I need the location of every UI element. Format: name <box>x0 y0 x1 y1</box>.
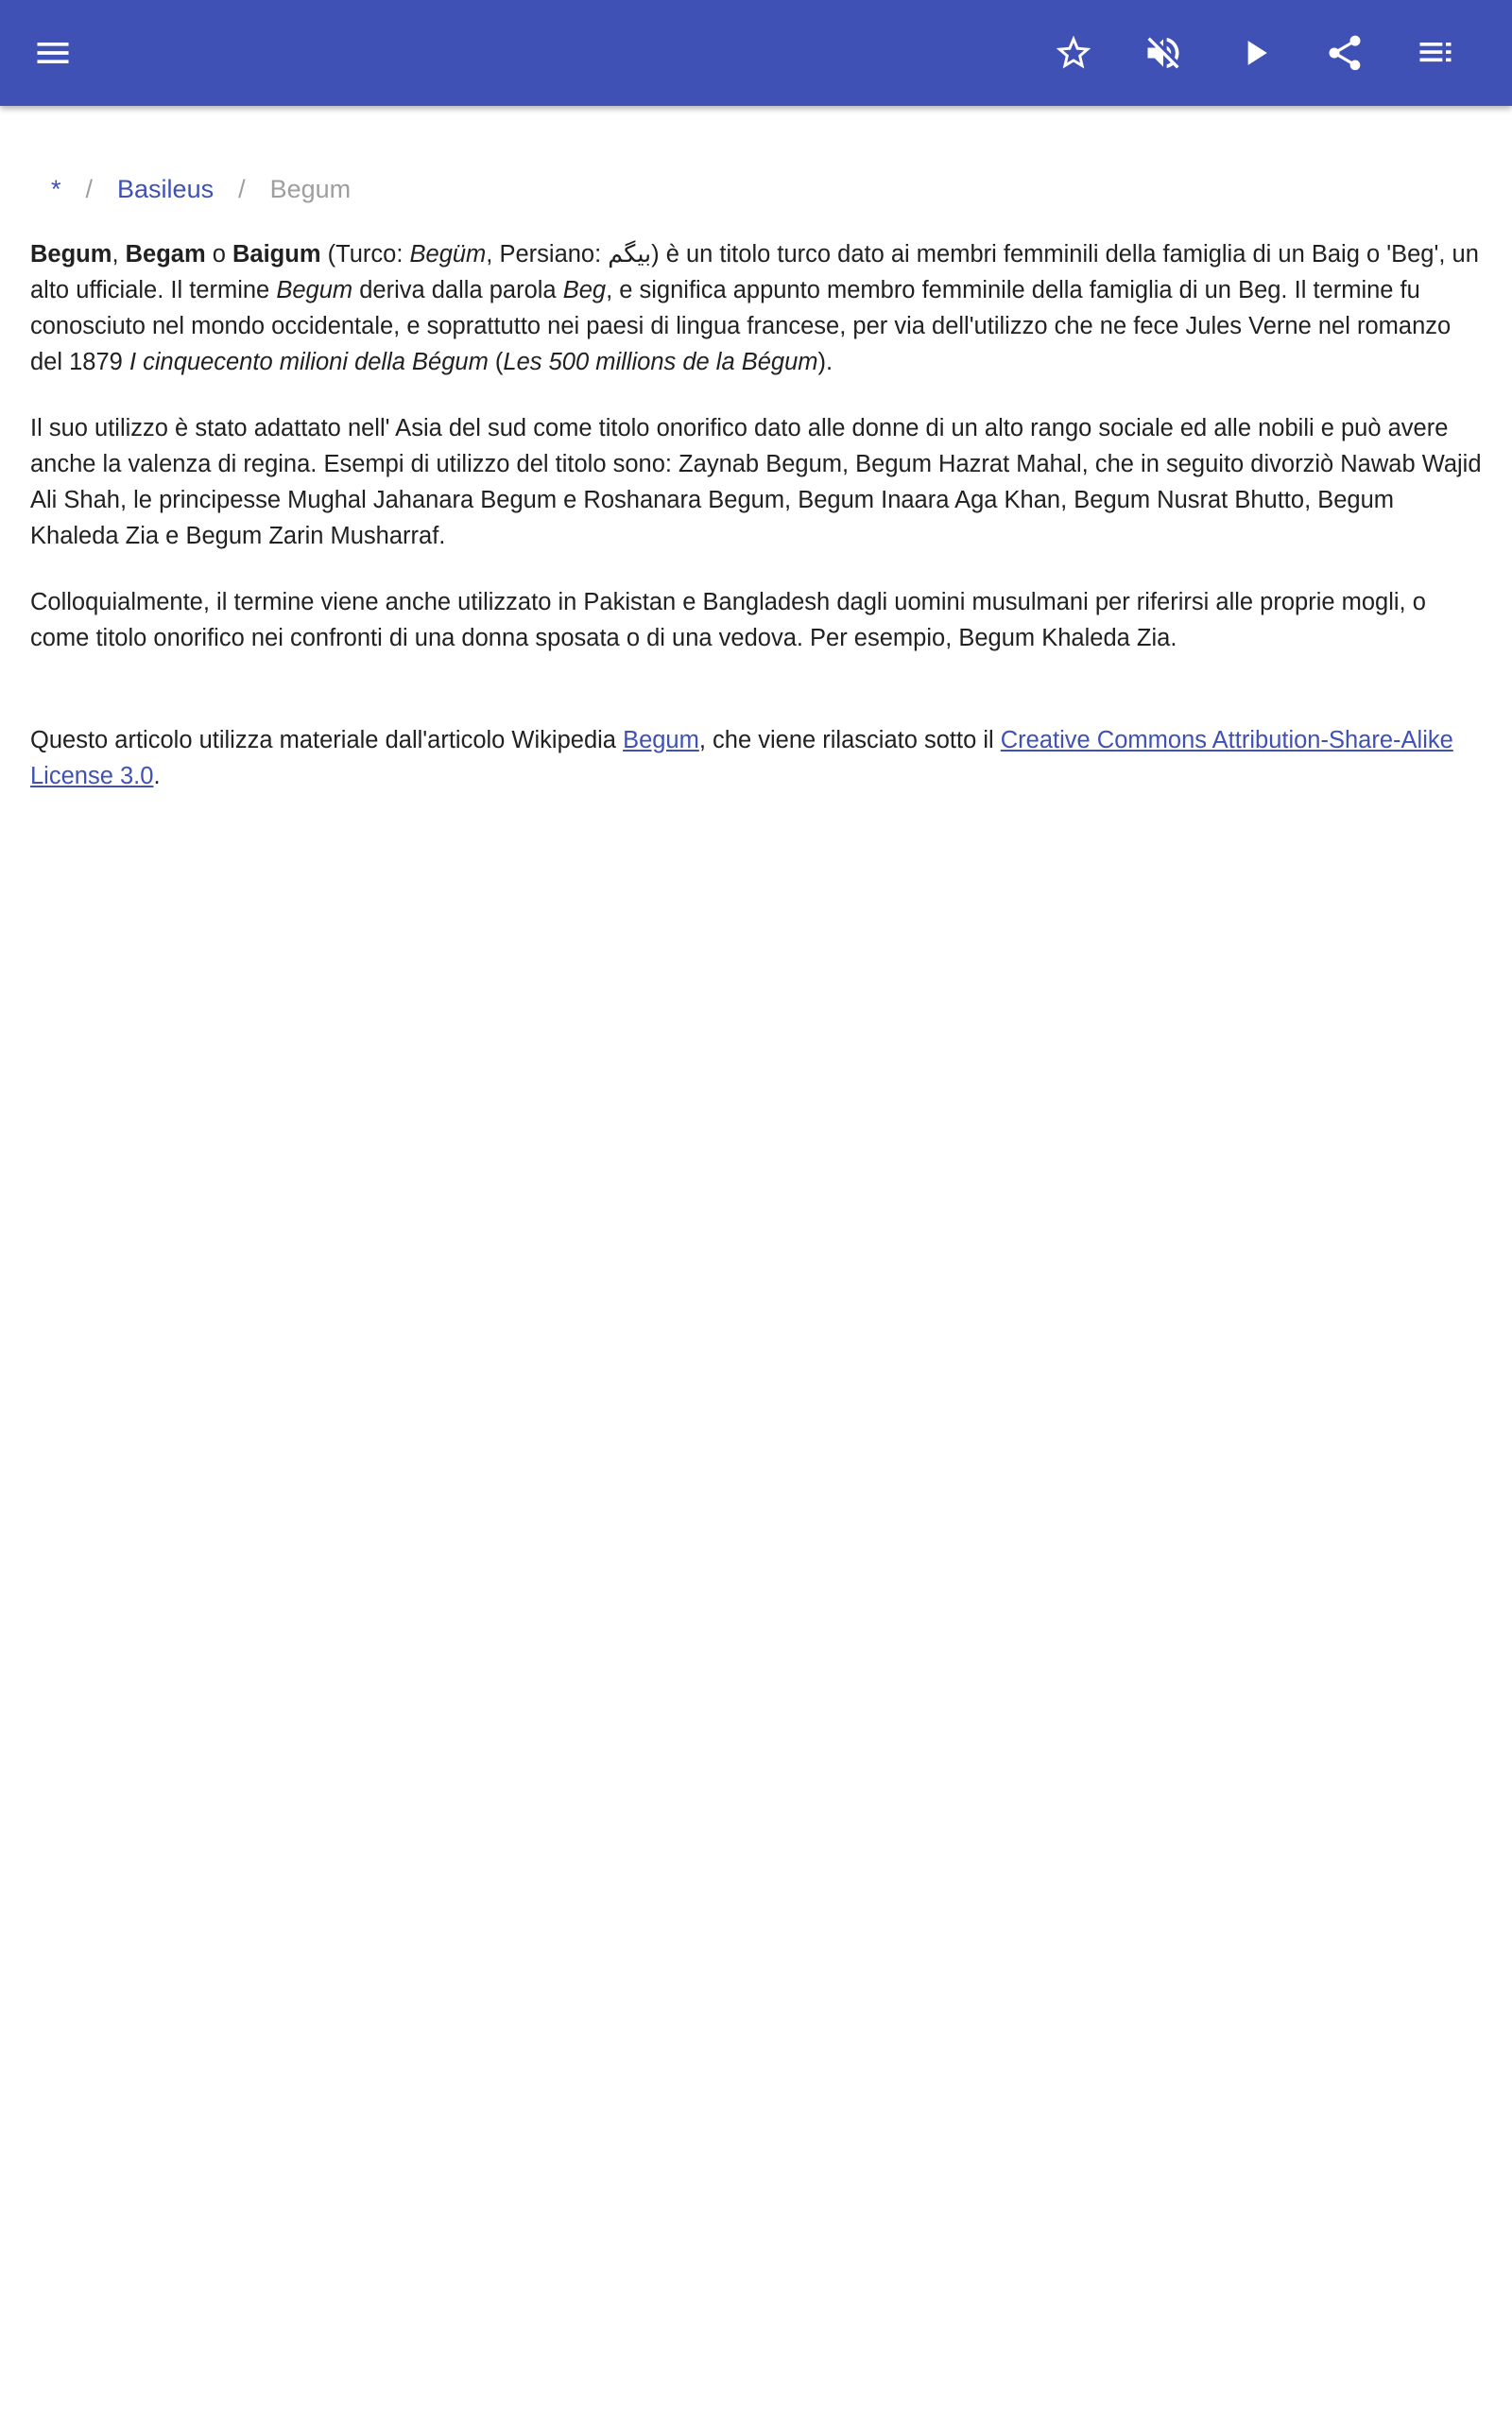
app-bar <box>0 0 1512 106</box>
term-italic: Begüm <box>409 241 487 268</box>
article-content <box>30 106 1482 794</box>
term-italic: Begum <box>276 277 353 303</box>
breadcrumb-root-link[interactable]: * <box>51 174 61 203</box>
paragraph-colloquial: Colloquialmente, il termine viene anche utilizzato in Pakistan e Bangladesh dagli uomini musulmani per riferirsi alle proprie mogli, o come titolo onorifico nei confronti di una donna sposata o di una vedova. Per esempio, Begum Khaleda Zia. <box>30 589 1426 651</box>
attribution-text: , che viene rilasciato sotto il <box>698 727 1001 753</box>
term-bold: Begam <box>125 241 206 268</box>
book-title-original-italic: Les 500 millions de la Bégum <box>503 349 818 375</box>
text-run: deriva dalla parola <box>352 277 563 303</box>
share-button[interactable] <box>1314 23 1375 83</box>
term-bold: Baigum <box>232 241 321 268</box>
attribution <box>30 722 1482 794</box>
playlist-icon <box>1415 32 1456 74</box>
attribution-text: Questo articolo utilizza materiale dall'articolo Wikipedia <box>30 727 624 753</box>
star-outline-icon <box>1053 32 1094 74</box>
volume-off-icon <box>1143 32 1184 74</box>
favorite-button[interactable] <box>1043 23 1104 83</box>
text-run: , e significa appunto membro femminile della famiglia di un Beg. Il termine fu conosciuto nel mondo occidentale, e soprattutto nei paesi di lingua francese, per via dell'utilizzo che ne fece Jules Verne nel romanzo del 1879 <box>30 277 1452 375</box>
text-run: ). <box>817 349 833 375</box>
paragraph-intro <box>30 236 1482 380</box>
attribution-text: . <box>153 763 161 789</box>
wikipedia-article-link[interactable]: Begum <box>623 727 699 753</box>
license-link[interactable]: Creative Commons Attribution-Share-Alike License 3.0 <box>30 727 1453 789</box>
table-of-contents-button[interactable] <box>1405 23 1466 83</box>
text-run: ( <box>488 349 504 375</box>
text-run: , Persiano: <box>486 241 609 268</box>
persian-term: بیگم <box>608 241 652 268</box>
mute-button[interactable] <box>1133 23 1194 83</box>
breadcrumb-separator: / <box>238 174 246 203</box>
text-run: (Turco: <box>320 241 410 268</box>
menu-icon <box>32 32 74 74</box>
article-body <box>30 236 1482 656</box>
term-italic: Beg <box>562 277 607 303</box>
text-run: , <box>112 241 126 268</box>
breadcrumb-current: Begum <box>269 174 352 203</box>
term-bold: Begum <box>30 241 112 268</box>
menu-button[interactable] <box>23 23 83 83</box>
breadcrumb-separator: / <box>85 174 94 203</box>
play-button[interactable] <box>1225 23 1285 83</box>
breadcrumb <box>30 168 1482 210</box>
breadcrumb-parent-link[interactable]: Basileus <box>117 174 215 203</box>
paragraph-usage: Il suo utilizzo è stato adattato nell' Asia del sud come titolo onorifico dato alle donne di un alto rango sociale ed alle nobili e può avere anche la valenza di regina. Esempi di utilizzo del titolo sono: Zaynab Begum, Begum Hazrat Mahal, che in seguito divorziò Nawab Wajid Ali Shah, le principesse Mughal Jahanara Begum e Roshanara Begum, Begum Inaara Aga Khan, Begum Nusrat Bhutto, Begum Khaleda Zia e Begum Zarin Musharraf. <box>30 415 1482 549</box>
text-run: ) è un titolo turco dato ai membri femminili della famiglia di un Baig o 'Beg', un alto ufficiale. Il termine <box>30 241 1479 303</box>
text-run: o <box>205 241 232 268</box>
share-icon <box>1324 32 1366 74</box>
book-title-italic: I cinquecento milioni della Bégum <box>129 349 489 375</box>
play-icon <box>1234 32 1276 74</box>
